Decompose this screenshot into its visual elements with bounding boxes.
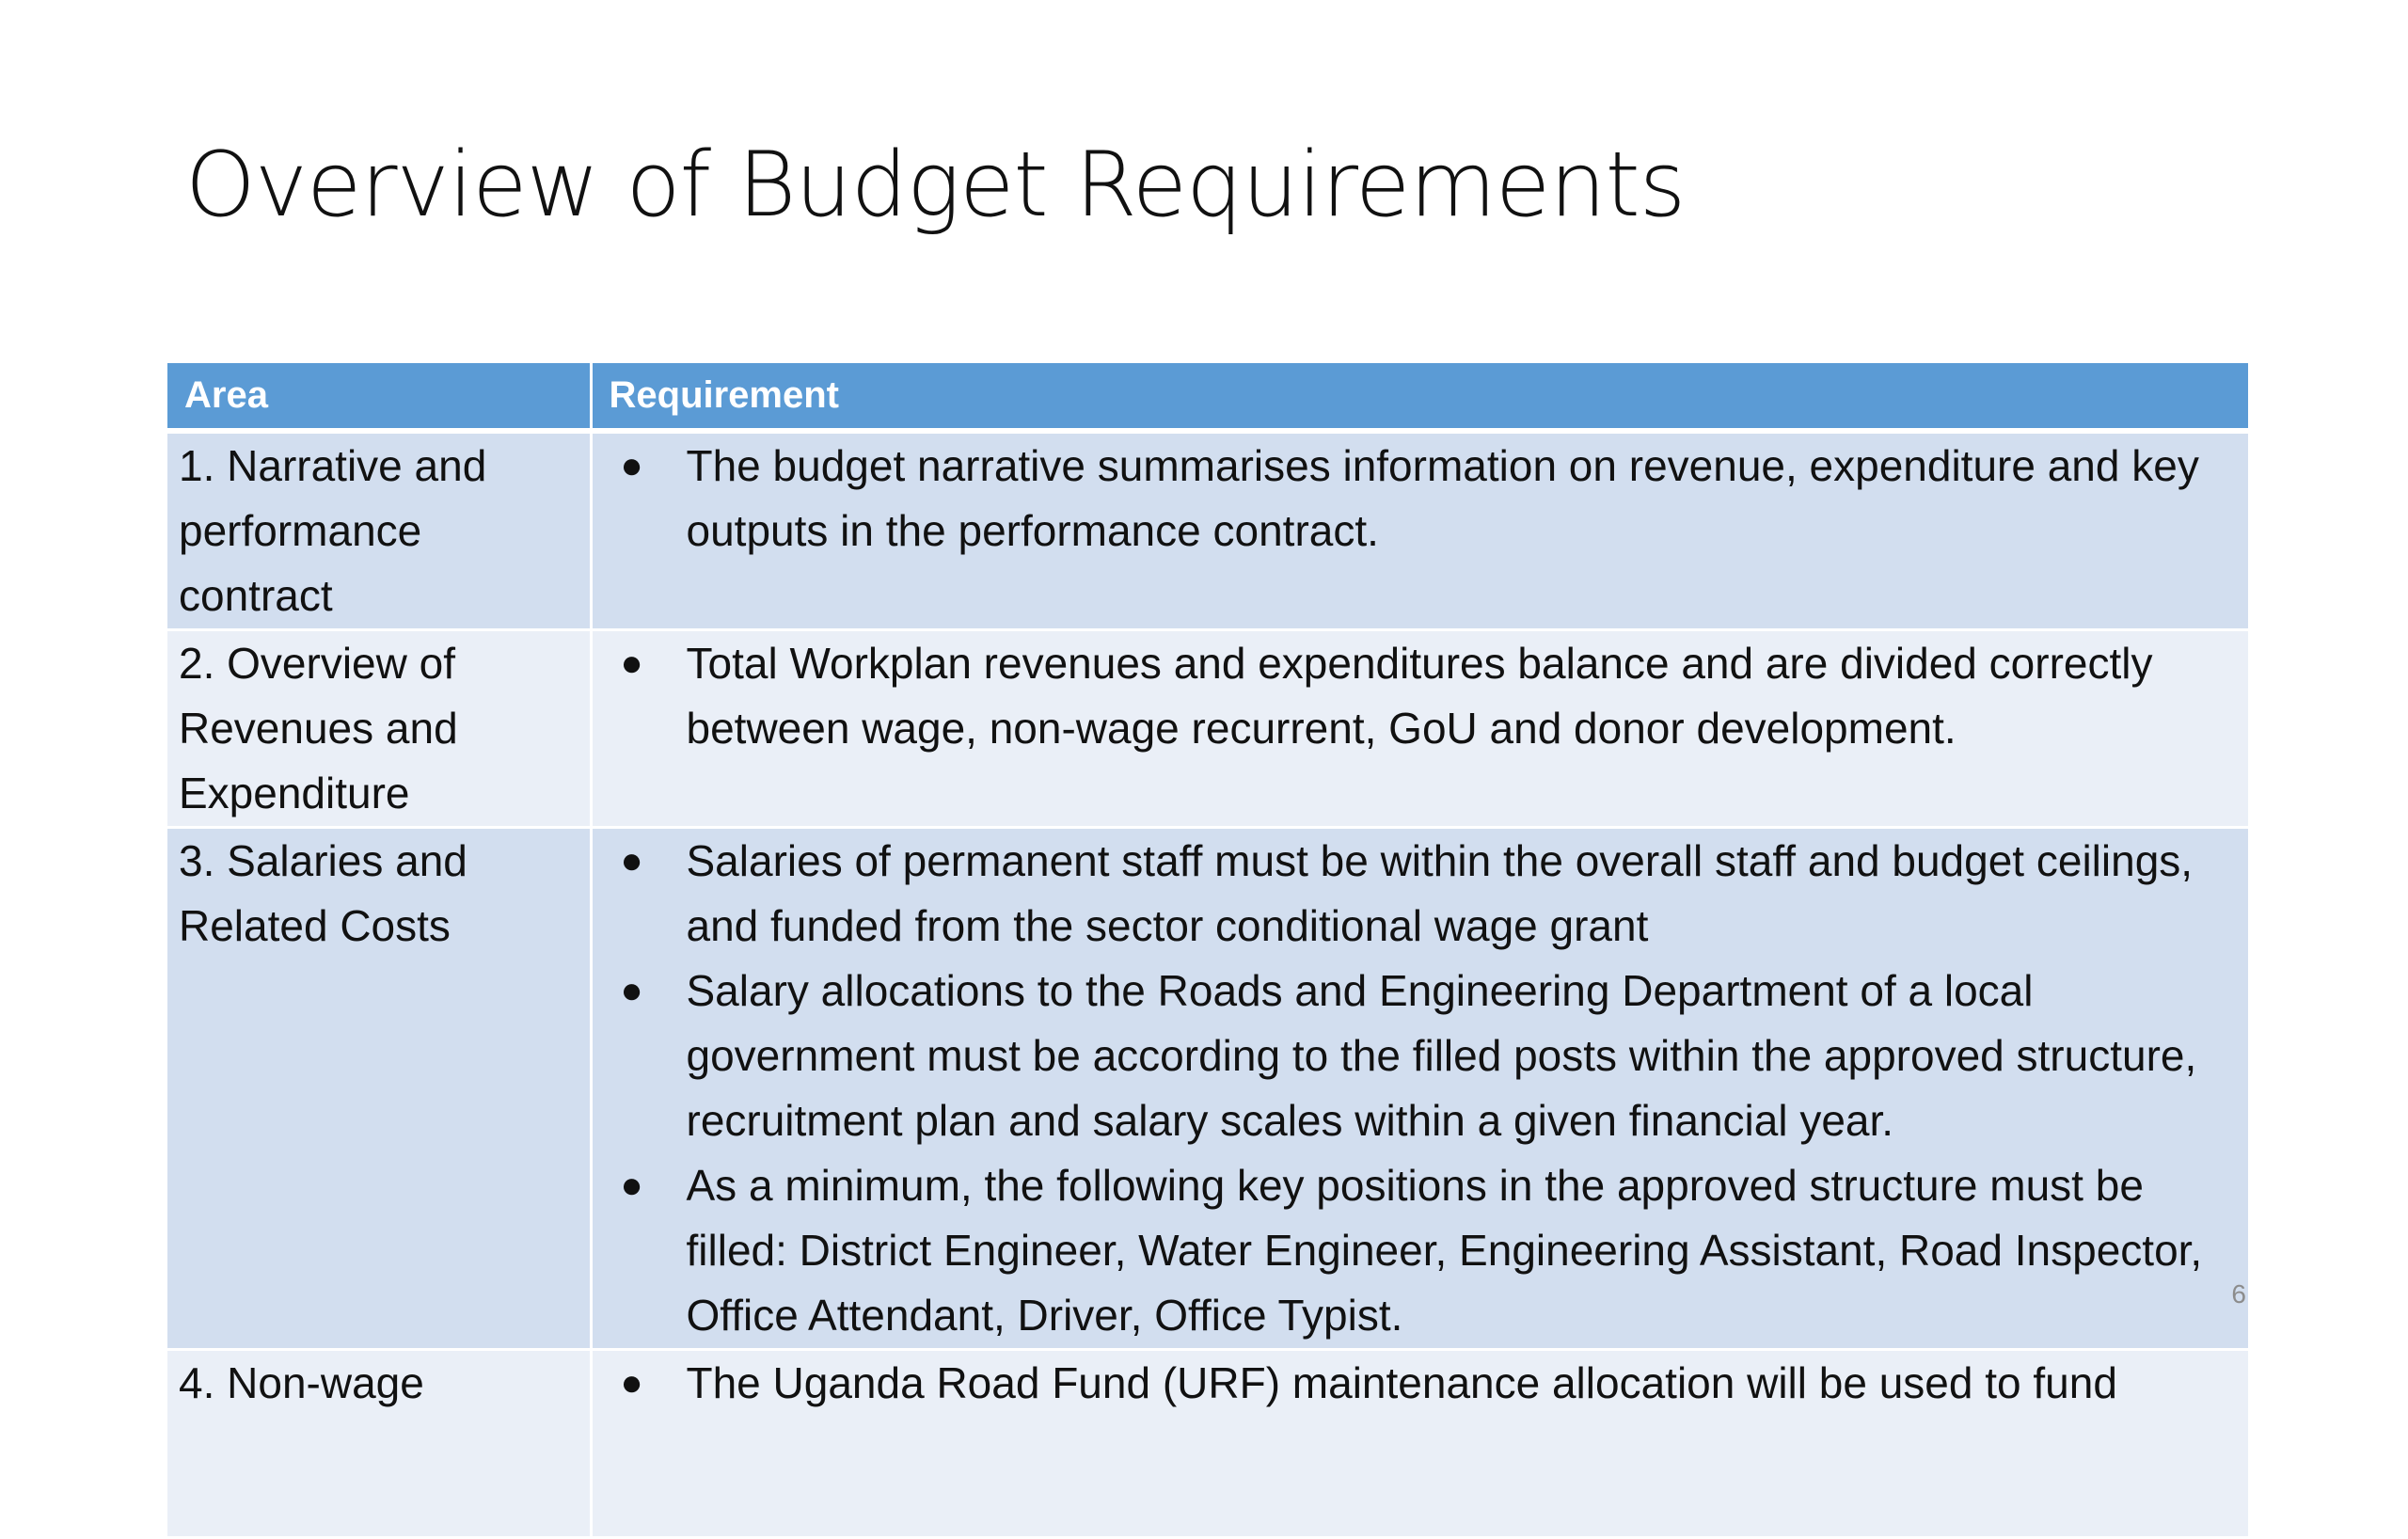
table-row [167, 1350, 2248, 1538]
requirement-cell [591, 431, 2248, 630]
table-row [167, 828, 2248, 1350]
requirement-text: As a minimum, the following key positions in the approved structure must be filled: District Engineer, Water Engineer, Engineering Assistant, Road Inspector, Office Attendant, Driver, Office Typist. [686, 1161, 2203, 1340]
requirement-text: The Uganda Road Fund (URF) maintenance allocation will be used to fund [686, 1358, 2117, 1407]
bullet-icon: ● [620, 840, 643, 881]
slide-title: Overview of Budget Requirements [185, 134, 1686, 237]
bullet-icon: ● [620, 1362, 643, 1404]
area-cell: 4. Non-wage [167, 1350, 591, 1538]
bullet-icon: ● [620, 445, 643, 486]
requirement-cell [591, 630, 2248, 828]
requirement-item [604, 1153, 2238, 1348]
requirement-item [604, 1351, 2238, 1416]
requirements-table [167, 363, 2248, 1539]
requirement-list [604, 434, 2238, 563]
requirement-item [604, 631, 2238, 761]
table-row [167, 431, 2248, 630]
column-header-area: Area [167, 363, 591, 431]
table-header-row [167, 363, 2248, 431]
area-cell: 3. Salaries and Related Costs [167, 828, 591, 1350]
requirement-cell [591, 1350, 2248, 1538]
area-cell: 1. Narrative and performance contract [167, 431, 591, 630]
requirement-text: Total Workplan revenues and expenditures balance and are divided correctly between wage, non-wage recurrent, GoU and donor development. [686, 639, 2153, 753]
bullet-icon: ● [620, 643, 643, 684]
requirement-list [604, 631, 2238, 761]
requirement-cell [591, 828, 2248, 1350]
requirement-item [604, 829, 2238, 959]
requirement-text: The budget narrative summarises information on revenue, expenditure and key outputs in the performance contract. [686, 441, 2199, 555]
column-header-requirement: Requirement [591, 363, 2248, 431]
requirement-list [604, 829, 2238, 1348]
table-row [167, 630, 2248, 828]
requirement-text: Salaries of permanent staff must be within the overall staff and budget ceilings, and funded from the sector conditional wage grant [686, 836, 2194, 950]
area-cell: 2. Overview of Revenues and Expenditure [167, 630, 591, 828]
requirement-list [604, 1351, 2238, 1416]
page-number: 6 [2231, 1279, 2246, 1309]
requirement-item [604, 959, 2238, 1153]
bullet-icon: ● [620, 970, 643, 1011]
bullet-icon: ● [620, 1165, 643, 1206]
requirement-item [604, 434, 2238, 563]
requirements-table-container [167, 363, 2248, 1407]
requirement-text: Salary allocations to the Roads and Engineering Department of a local government must be according to the filled posts within the approved structure, recruitment plan and salary scales within a given financial year. [686, 966, 2197, 1145]
